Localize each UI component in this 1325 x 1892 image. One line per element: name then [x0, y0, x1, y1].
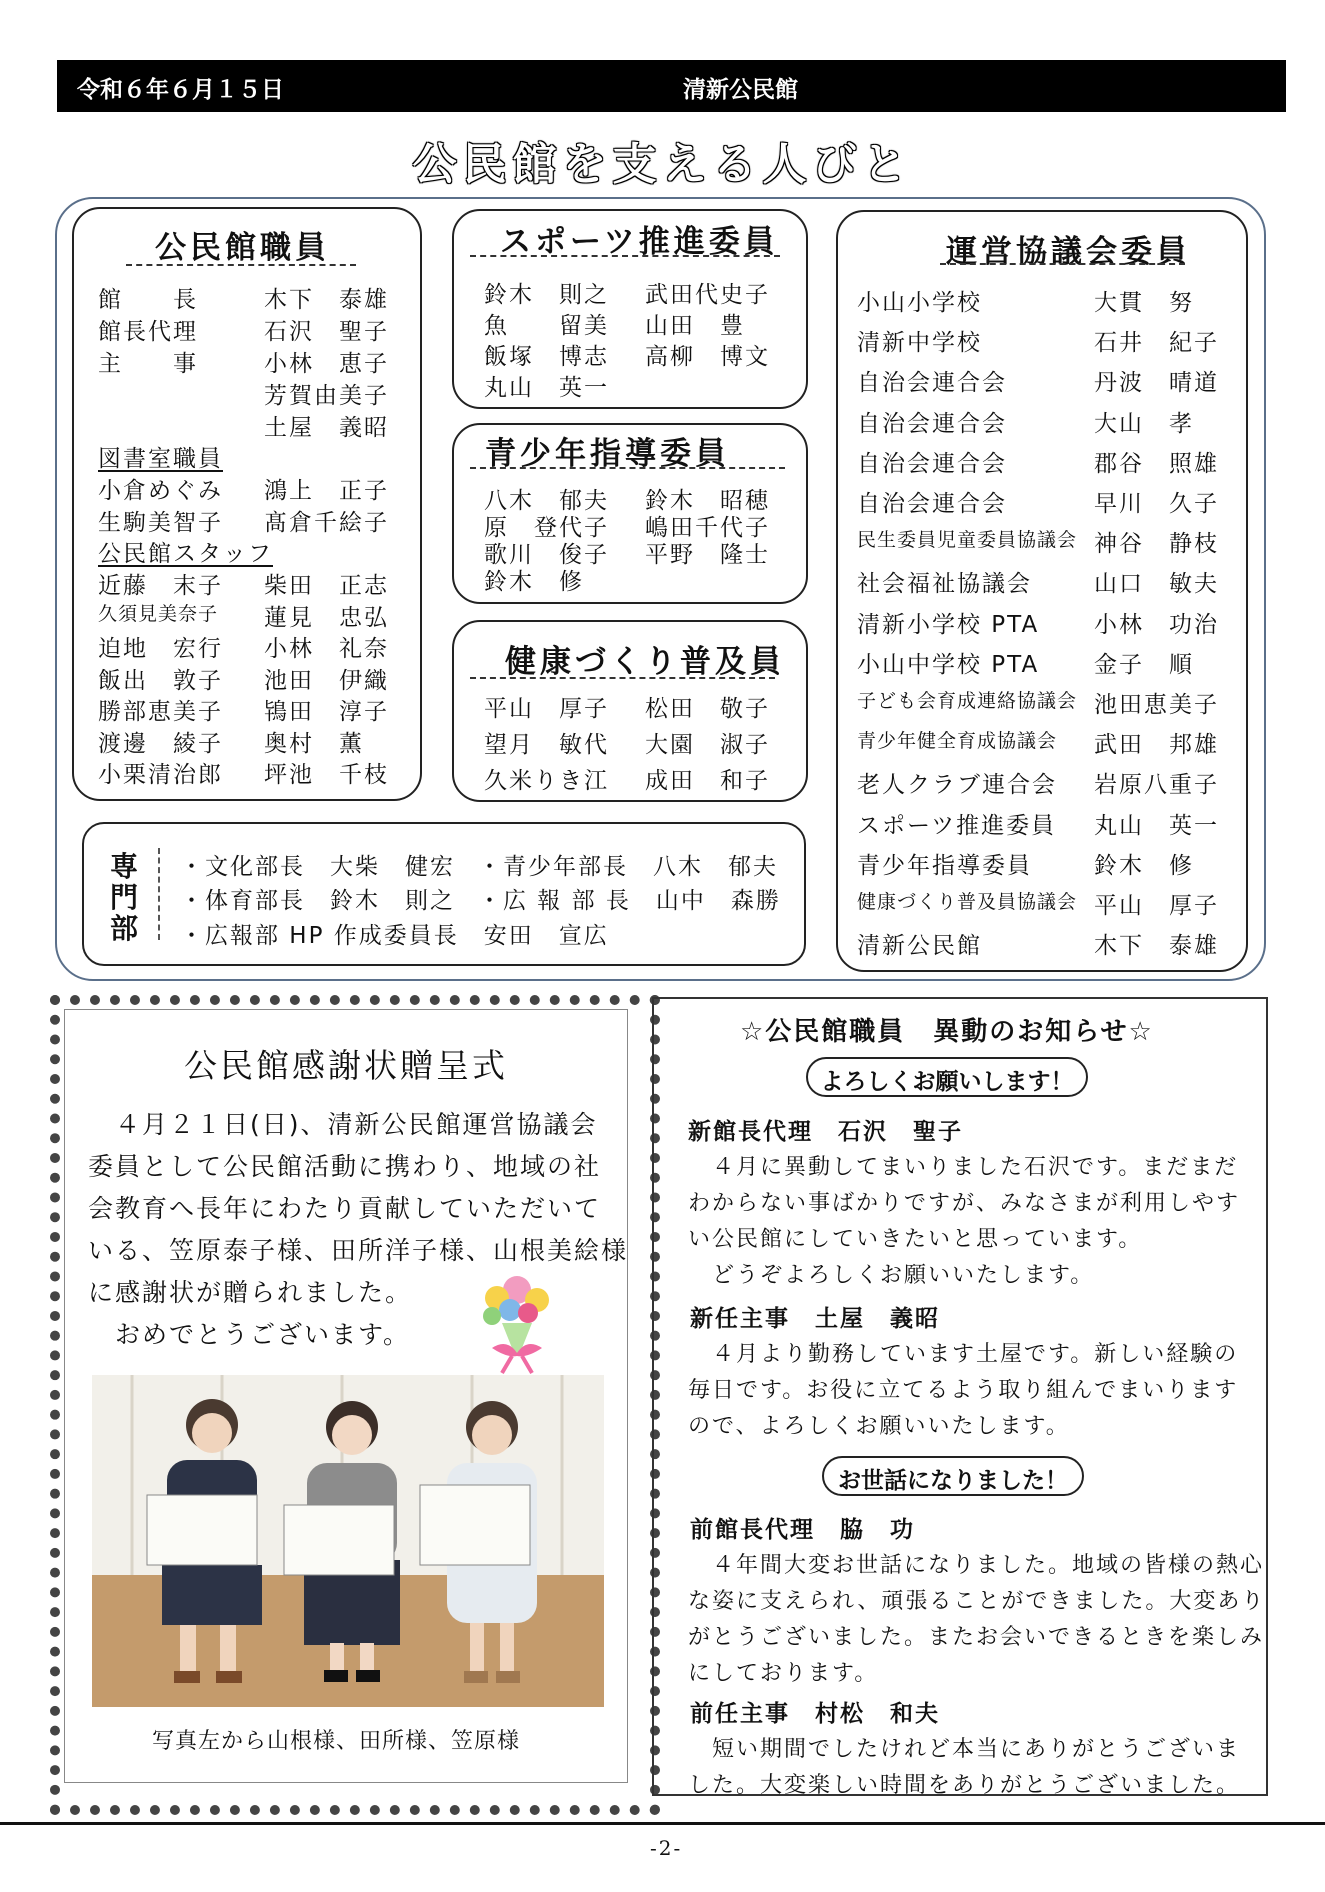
sports-member: 丸山 英一 — [484, 375, 609, 401]
staff-member: 小栗清治郎 — [98, 762, 223, 788]
council-name: 池田恵美子 — [1094, 692, 1219, 718]
council-name: 神谷 静枝 — [1094, 531, 1219, 558]
notice-line: ので、よろしくお願いいたします。 — [688, 1414, 1070, 1439]
staff-member: 坪池 千枝 — [264, 762, 389, 788]
council-org: 清新小学校 PTA — [857, 611, 1040, 638]
sports-member: 魚 留美 — [484, 313, 609, 339]
notice-line: 毎日です。お役に立てるよう取り組んでまいります — [688, 1378, 1239, 1403]
staff-member: 近藤 末子 — [98, 573, 223, 599]
footer-rule — [0, 1822, 1325, 1825]
youth-member: 原 登代子 — [484, 515, 609, 541]
award-line: おめでとうございます。 — [88, 1320, 411, 1349]
notice-line: な姿に支えられ、頑張ることができました。大変あり — [688, 1589, 1266, 1614]
page-number: -2- — [650, 1836, 683, 1860]
award-line: ４月２１日(日)、清新公民館運営協議会 — [88, 1110, 598, 1139]
issue-date: 令和６年６月１５日 — [77, 77, 284, 103]
staff-name: 小林 恵子 — [264, 351, 389, 377]
council-name: 木下 泰雄 — [1094, 933, 1219, 960]
staff-title: 公民館職員 — [155, 230, 330, 266]
staff-member: 鴇田 淳子 — [264, 699, 389, 725]
staff-member: 池田 伊織 — [264, 667, 389, 694]
notice-line: ４年間大変お世話になりました。地域の皆様の熱心 — [688, 1553, 1265, 1578]
award-photo — [92, 1375, 604, 1707]
council-name: 岩原八重子 — [1094, 772, 1219, 799]
notice-line: い公民館にしていきたいと思っています。 — [688, 1227, 1143, 1252]
notice-head-4: 前任主事 村松 和夫 — [690, 1701, 940, 1727]
council-org: 青少年健全育成協議会 — [857, 730, 1058, 753]
council-title: 運営協議会委員 — [946, 234, 1191, 270]
sports-title: スポーツ推進委員 — [500, 224, 779, 260]
youth-member: 八木 郁夫 — [484, 488, 609, 514]
notice-line: にしております。 — [688, 1661, 879, 1686]
award-title: 公民館感謝状贈呈式 — [184, 1046, 508, 1085]
health-member: 久米りき江 — [484, 768, 609, 794]
health-member: 大園 淑子 — [645, 732, 770, 758]
award-line: に感謝状が贈られました。 — [88, 1278, 413, 1307]
notice-head-3: 前館長代理 脇 功 — [690, 1517, 915, 1543]
staff-name: 芳賀由美子 — [264, 383, 389, 409]
council-org: 健康づくり普及員協議会 — [857, 891, 1078, 913]
council-org: 民生委員児童委員協議会 — [857, 529, 1078, 552]
council-name: 石井 紀子 — [1094, 330, 1219, 357]
staff-member: 小林 礼奈 — [264, 636, 389, 662]
council-org: 自治会連合会 — [857, 370, 1007, 397]
council-org: 清新公民館 — [857, 933, 982, 960]
sports-member: 山田 豊 — [645, 313, 745, 339]
council-org: 自治会連合会 — [857, 450, 1007, 477]
page-title: 公民館を支える人びと — [412, 139, 913, 190]
youth-member: 嶋田千代子 — [645, 515, 770, 541]
council-name: 山口 敏夫 — [1094, 571, 1219, 598]
youth-title: 青少年指導委員 — [485, 436, 730, 472]
council-org: 自治会連合会 — [857, 410, 1007, 437]
bouquet-icon — [462, 1268, 572, 1378]
publisher: 清新公民館 — [683, 77, 798, 103]
photo-caption: 写真左から山根様、田所様、笠原様 — [152, 1729, 521, 1754]
notice-line: がとうございました。またお会いできるときを楽しみ — [688, 1625, 1265, 1650]
divider — [470, 255, 780, 257]
council-org: 小山小学校 — [857, 290, 982, 316]
council-name: 鈴木 修 — [1094, 852, 1194, 879]
council-name: 平山 厚子 — [1094, 893, 1219, 919]
staff-role: 主 事 — [98, 351, 198, 377]
council-name: 大山 孝 — [1094, 410, 1194, 437]
staff-member: 久須見美奈子 — [98, 602, 219, 625]
sports-member: 高柳 博文 — [645, 344, 770, 370]
staff-label: 公民館スタッフ — [98, 541, 273, 567]
dept-divider — [158, 848, 160, 940]
council-org: スポーツ推進委員 — [857, 812, 1057, 839]
council-org: 老人クラブ連合会 — [857, 772, 1057, 799]
award-line: 会教育へ長年にわたり貢献していただいて — [88, 1194, 602, 1223]
council-org: 社会福祉協議会 — [857, 571, 1032, 598]
health-member: 成田 和子 — [645, 768, 770, 794]
staff-member: 勝部恵美子 — [98, 699, 223, 725]
divider — [470, 677, 775, 679]
notice-line: ４月より勤務しています土屋です。新しい経験の — [688, 1342, 1239, 1367]
library-member: 髙倉千絵子 — [264, 510, 389, 536]
council-org: 子ども会育成連絡協議会 — [857, 690, 1078, 712]
dept-line1a: ・文化部長 大柴 健宏 — [180, 854, 455, 880]
council-name: 金子 順 — [1094, 651, 1194, 678]
staff-member: 蓮見 忠弘 — [264, 604, 389, 631]
award-line: いる、笠原泰子様、田所洋子様、山根美絵様 — [88, 1236, 629, 1265]
youth-member: 歌川 俊子 — [484, 542, 609, 568]
council-name: 大貫 努 — [1094, 290, 1194, 316]
divider — [940, 263, 1185, 265]
library-member: 鴻上 正子 — [264, 478, 389, 504]
staff-member: 柴田 正志 — [264, 573, 389, 599]
sports-member: 武田代史子 — [645, 282, 770, 308]
notice-title: ☆公民館職員 異動のお知らせ☆ — [740, 1017, 1154, 1047]
staff-member: 奥村 薫 — [264, 730, 364, 757]
staff-role: 館長代理 — [98, 319, 198, 345]
notice-line: ４月に異動してまいりました石沢です。まだまだ — [688, 1155, 1239, 1180]
dept-line2a: ・体育部長 鈴木 則之 — [180, 888, 455, 914]
notice-line: わからない事ばかりですが、みなさまが利用しやす — [688, 1191, 1241, 1216]
dept-line1b: ・青少年部長 八木 郁夫 — [478, 854, 778, 880]
council-name: 小林 功治 — [1094, 611, 1219, 638]
notice-head-2: 新任主事 土屋 義昭 — [690, 1306, 940, 1332]
council-name: 早川 久子 — [1094, 491, 1219, 517]
health-title: 健康づくり普及員 — [505, 644, 785, 680]
award-line: 委員として公民館活動に携わり、地域の社 — [88, 1152, 602, 1181]
staff-member: 飯出 敦子 — [98, 667, 223, 694]
health-member: 平山 厚子 — [484, 696, 609, 722]
divider — [470, 467, 785, 469]
notice-line: した。大変楽しい時間をありがとうございました。 — [688, 1773, 1241, 1798]
staff-name: 木下 泰雄 — [264, 287, 389, 313]
council-org: 自治会連合会 — [857, 491, 1007, 517]
notice-pill-thanks: お世話になりました！ — [822, 1456, 1084, 1496]
council-org: 清新中学校 — [857, 330, 982, 357]
council-name: 丹波 晴道 — [1094, 370, 1219, 397]
dept-label-1: 専 — [110, 850, 141, 883]
youth-member: 鈴木 昭穂 — [645, 488, 770, 514]
dept-label-3: 部 — [110, 912, 141, 945]
council-name: 武田 邦雄 — [1094, 732, 1219, 759]
notice-line: どうぞよろしくお願いいたします。 — [688, 1263, 1095, 1288]
dept-line3: ・広報部 HP 作成委員長 安田 宣広 — [180, 923, 609, 949]
sports-member: 飯塚 博志 — [484, 344, 609, 370]
health-member: 松田 敬子 — [645, 696, 770, 722]
dept-label-2: 門 — [110, 881, 141, 914]
youth-member: 鈴木 修 — [484, 569, 584, 595]
dept-line2b: ・広 報 部 長 山中 森勝 — [478, 888, 781, 914]
header-bar — [57, 60, 1286, 112]
notice-line: 短い期間でしたけれど本当にありがとうございま — [688, 1737, 1241, 1762]
staff-role: 館 長 — [98, 287, 198, 313]
sports-member: 鈴木 則之 — [484, 282, 609, 308]
staff-name: 石沢 聖子 — [264, 319, 389, 345]
council-org: 小山中学校 PTA — [857, 651, 1040, 678]
council-name: 丸山 英一 — [1094, 812, 1219, 839]
staff-member: 迫地 宏行 — [98, 636, 223, 662]
notice-pill-welcome: よろしくお願いします！ — [806, 1057, 1088, 1097]
photo-illustration — [92, 1375, 604, 1707]
council-org: 青少年指導委員 — [857, 852, 1032, 879]
staff-name: 土屋 義昭 — [264, 415, 389, 441]
divider — [126, 264, 356, 266]
staff-member: 渡邊 綾子 — [98, 730, 223, 757]
health-member: 望月 敏代 — [484, 732, 609, 758]
youth-member: 平野 隆士 — [645, 542, 770, 568]
library-label: 図書室職員 — [98, 446, 223, 472]
notice-head-1: 新館長代理 石沢 聖子 — [688, 1119, 963, 1145]
council-name: 郡谷 照雄 — [1094, 450, 1219, 477]
library-member: 生駒美智子 — [98, 510, 223, 536]
library-member: 小倉めぐみ — [98, 478, 223, 504]
